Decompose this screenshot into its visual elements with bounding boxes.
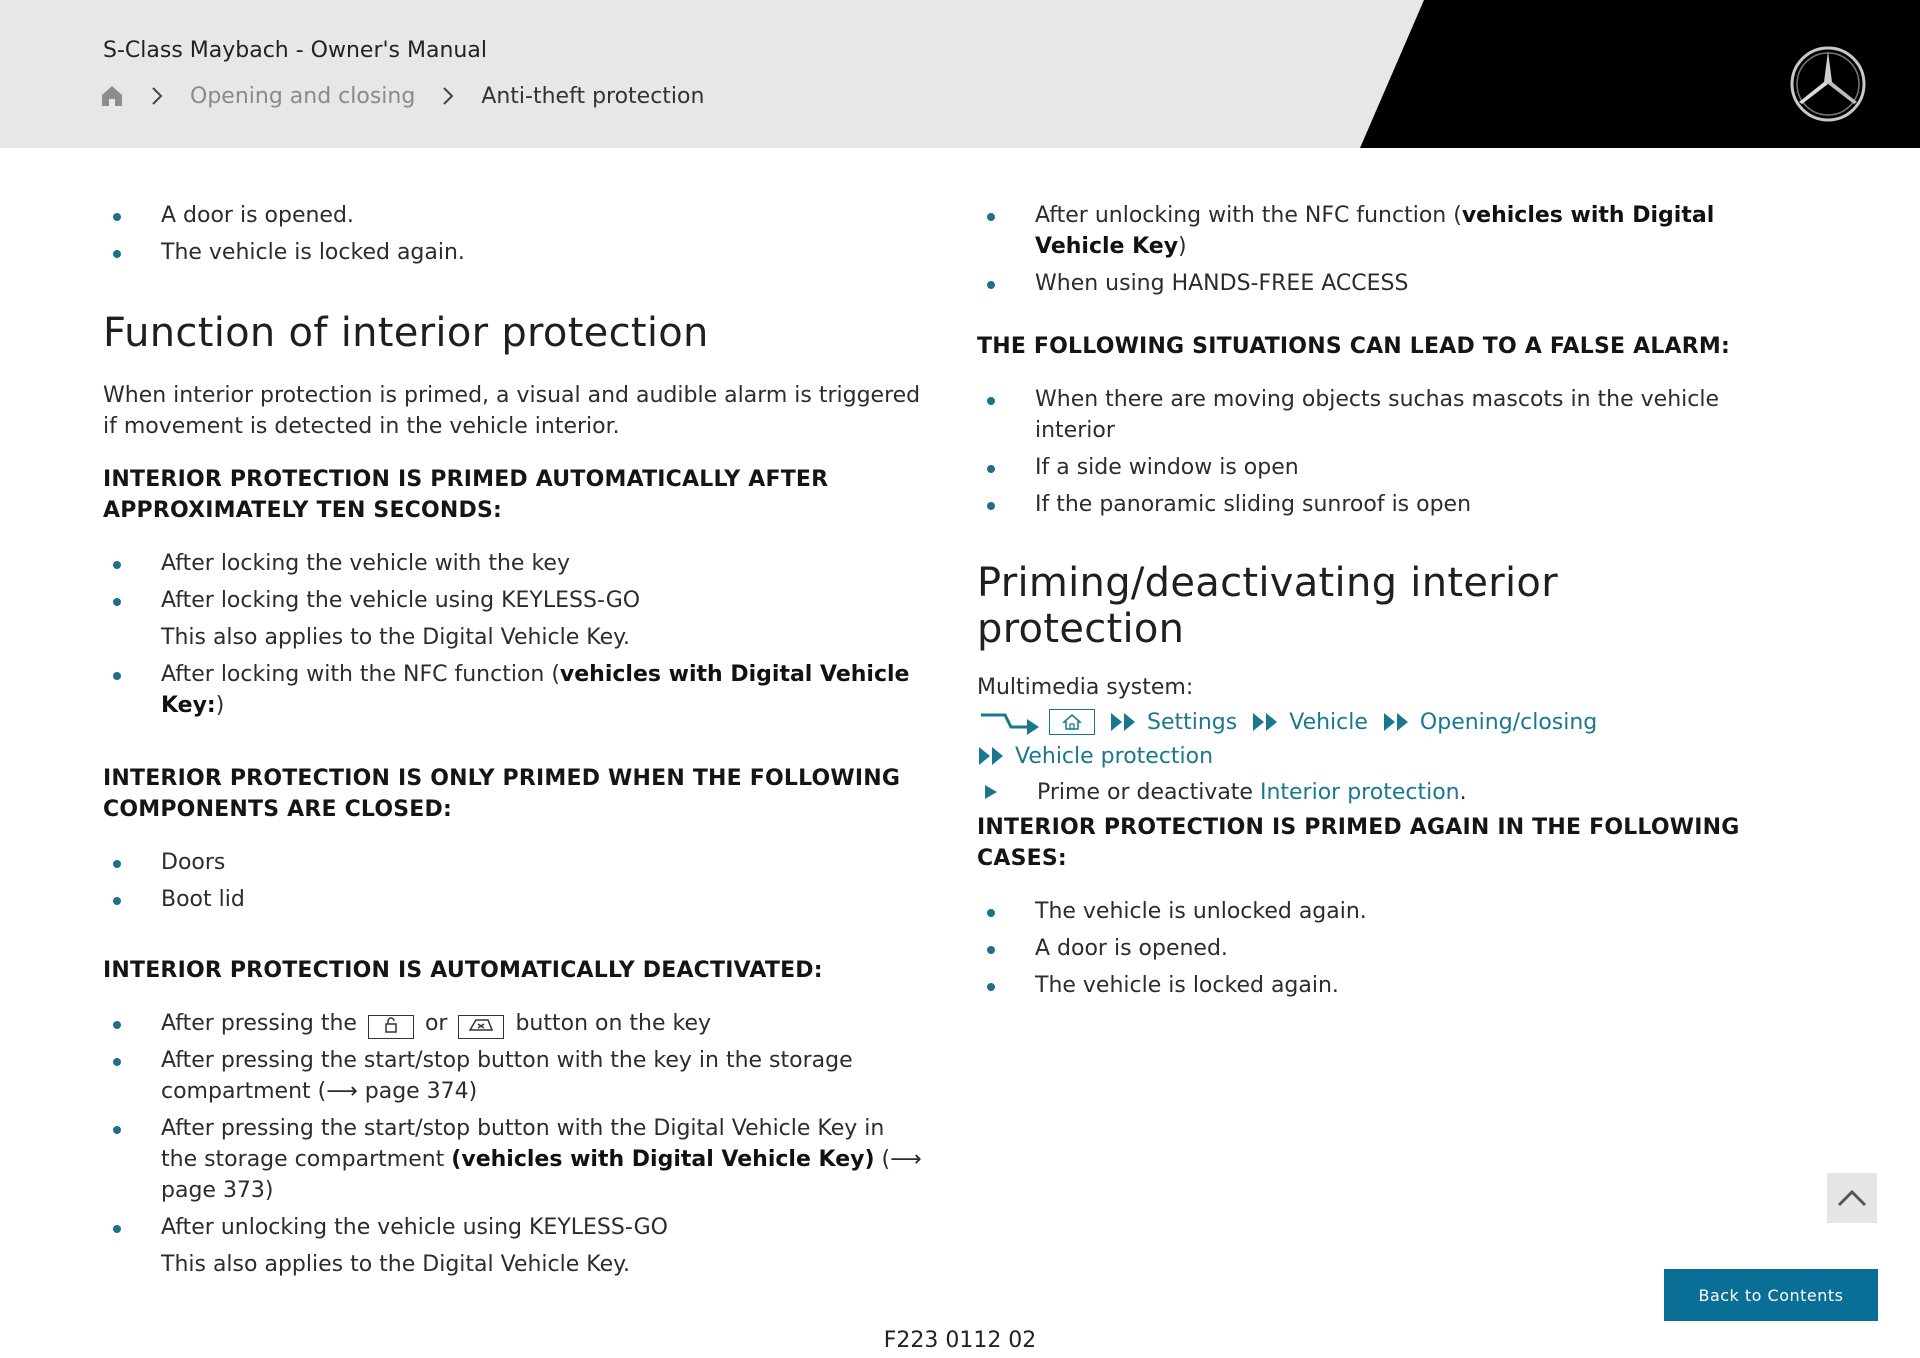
list-item: When there are moving objects suchas mascots in the vehicle interior xyxy=(977,384,1777,446)
list-item: A door is opened. xyxy=(977,933,1777,964)
list-item-text: After locking the vehicle with the key xyxy=(161,551,570,576)
bullet-list xyxy=(103,200,923,268)
bullet-list xyxy=(977,200,1777,299)
subsection-title: INTERIOR PROTECTION IS PRIMED AUTOMATICALLY AFTER APPROXIMATELY TEN SECONDS: xyxy=(103,467,829,523)
list-item-text: ) xyxy=(215,693,225,718)
section-heading: Function of interior protection xyxy=(103,310,709,356)
home-button-icon[interactable] xyxy=(1049,709,1095,735)
scroll-to-top-button[interactable] xyxy=(1827,1173,1877,1223)
list-item-note: This also applies to the Digital Vehicle Key. xyxy=(161,625,631,650)
list-item: If a side window is open xyxy=(977,452,1777,483)
intro-paragraph: When interior protection is primed, a visual and audible alarm is triggered if movement is detected in the vehicle interior. xyxy=(103,383,921,439)
list-item-note: This also applies to the Digital Vehicle Key. xyxy=(161,1252,631,1277)
page-header xyxy=(0,0,1920,148)
breadcrumb xyxy=(100,80,704,112)
list-item xyxy=(103,585,923,653)
chevron-up-icon xyxy=(1837,1189,1867,1207)
double-chevron-icon xyxy=(1109,711,1139,733)
list-item: After pressing the start/stop button with the key in the storage compartment (⟶ page 374) xyxy=(103,1045,923,1107)
list-item-bold: vehicles with Digital Vehicle Key: xyxy=(161,662,910,718)
bullet-list xyxy=(103,1008,923,1280)
subsection-title: INTERIOR PROTECTION IS ONLY PRIMED WHEN THE FOLLOWING COMPONENTS ARE CLOSED: xyxy=(103,766,901,822)
list-item: Doors xyxy=(103,847,923,878)
unlock-key-icon xyxy=(368,1015,414,1039)
multimedia-label: Multimedia system: xyxy=(977,675,1194,700)
list-item-text: ) xyxy=(1178,234,1187,259)
path-vehicle-link[interactable]: Vehicle xyxy=(1289,709,1368,735)
step-text: Prime or deactivate xyxy=(1037,780,1260,805)
list-item-text: (⟶ page 373) xyxy=(161,1147,922,1203)
bullet-list xyxy=(103,847,923,915)
list-item-text: After locking the vehicle using KEYLESS-GO xyxy=(161,588,641,613)
step-arrow-icon xyxy=(985,785,997,799)
list-item: Boot lid xyxy=(103,884,923,915)
list-item-text: or xyxy=(424,1011,448,1036)
list-item: The vehicle is locked again. xyxy=(977,970,1777,1001)
double-chevron-icon xyxy=(977,745,1007,767)
section-heading: Priming/deactivating interior protection xyxy=(977,560,1558,652)
chevron-right-icon xyxy=(441,86,455,106)
list-item: A door is opened. xyxy=(103,200,923,231)
list-item: If the panoramic sliding sunroof is open xyxy=(977,489,1777,520)
list-item-text: After unlocking the vehicle using KEYLESS-GO xyxy=(161,1215,668,1240)
interior-protection-link[interactable]: Interior protection xyxy=(1259,780,1460,805)
list-item xyxy=(103,659,923,721)
bullet-list xyxy=(977,384,1777,520)
subsection-title: THE FOLLOWING SITUATIONS CAN LEAD TO A FALSE ALARM: xyxy=(977,334,1731,359)
step-text: . xyxy=(1459,780,1467,805)
list-item-text: After locking with the NFC function ( xyxy=(161,662,560,687)
instruction-step xyxy=(977,777,1777,808)
multimedia-path xyxy=(977,705,1777,739)
double-chevron-icon xyxy=(1251,711,1281,733)
list-item xyxy=(103,1008,923,1039)
list-item-text: After pressing the xyxy=(161,1011,357,1036)
list-item xyxy=(103,1212,923,1280)
left-column xyxy=(103,200,923,1286)
list-item xyxy=(103,548,923,579)
list-item-text: After unlocking with the NFC function ( xyxy=(1035,203,1462,228)
path-vehicle-protection-link[interactable]: Vehicle protection xyxy=(1015,743,1214,769)
multimedia-path-continued xyxy=(977,739,1777,773)
list-item-bold: (vehicles with Digital Vehicle Key) xyxy=(451,1147,875,1172)
subsection-title: INTERIOR PROTECTION IS AUTOMATICALLY DEACTIVATED: xyxy=(103,958,823,983)
breadcrumb-current: Anti-theft protection xyxy=(481,83,705,109)
list-item: When using HANDS-FREE ACCESS xyxy=(977,268,1777,299)
list-item: The vehicle is unlocked again. xyxy=(977,896,1777,927)
document-title: S-Class Maybach - Owner's Manual xyxy=(103,38,487,63)
back-to-contents-button[interactable]: Back to Contents xyxy=(1664,1269,1878,1321)
right-column xyxy=(977,200,1777,1007)
double-chevron-icon xyxy=(1382,711,1412,733)
path-opening-closing-link[interactable]: Opening/closing xyxy=(1419,709,1598,735)
path-start-arrow-icon xyxy=(977,709,1041,735)
list-item xyxy=(103,1113,923,1206)
mercedes-star-logo xyxy=(1788,44,1868,124)
figure-code: F223 0112 02 xyxy=(883,1328,1037,1353)
list-item: The vehicle is locked again. xyxy=(103,237,923,268)
panic-button-icon xyxy=(458,1015,504,1039)
chevron-right-icon xyxy=(150,86,164,106)
list-item-text: After pressing the start/stop button with the Digital Vehicle Key in the storage compartment xyxy=(161,1116,885,1172)
subsection-title: INTERIOR PROTECTION IS PRIMED AGAIN IN THE FOLLOWING CASES: xyxy=(977,815,1740,871)
bullet-list xyxy=(103,548,923,721)
list-item-bold: vehicles with Digital Vehicle Key xyxy=(1035,203,1715,259)
breadcrumb-link[interactable]: Opening and closing xyxy=(190,83,416,109)
list-item-text: button on the key xyxy=(515,1011,712,1036)
bullet-list xyxy=(977,896,1777,1001)
home-icon[interactable] xyxy=(100,84,124,108)
list-item xyxy=(977,200,1777,262)
path-settings-link[interactable]: Settings xyxy=(1147,709,1238,735)
